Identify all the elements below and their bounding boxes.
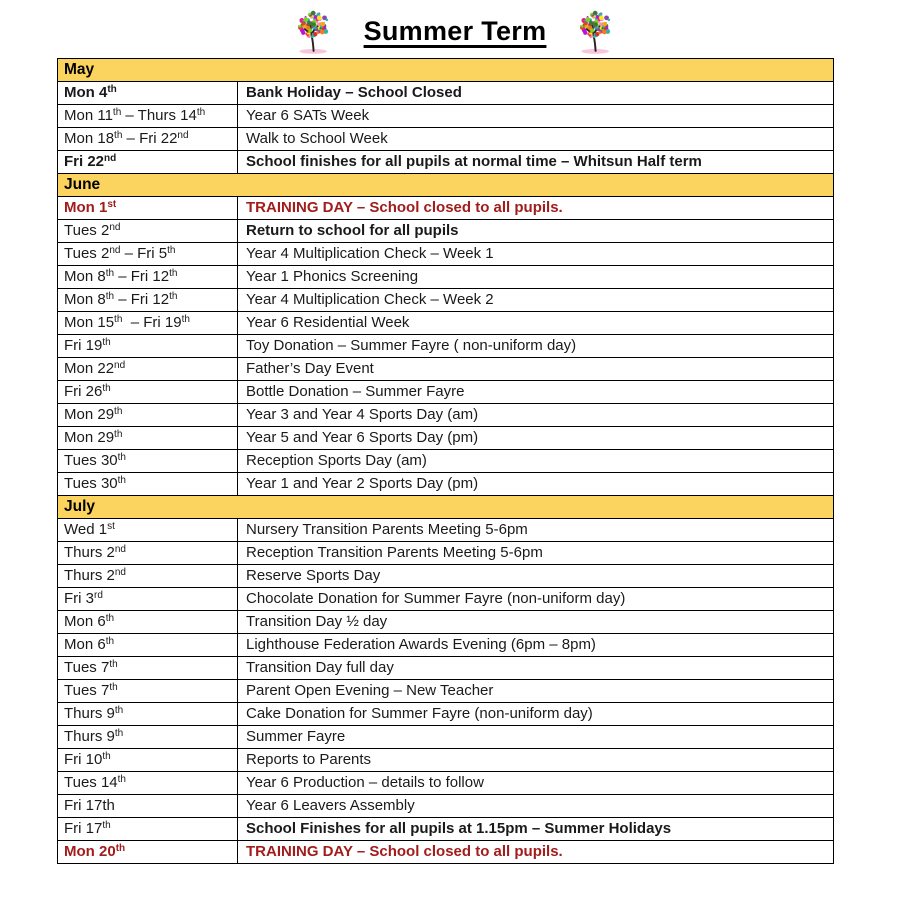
event-description: Walk to School Week: [238, 128, 834, 151]
event-description: Year 4 Multiplication Check – Week 1: [238, 243, 834, 266]
confetti-tree-icon: [288, 8, 340, 55]
event-date: Thurs 9th: [58, 726, 238, 749]
event-date: Fri 22nd: [58, 151, 238, 174]
term-calendar-table: [57, 58, 834, 864]
event-row: [58, 381, 834, 404]
event-date: Mon 18th – Fri 22nd: [58, 128, 238, 151]
event-row: [58, 680, 834, 703]
event-date: Mon 29th: [58, 427, 238, 450]
event-row: [58, 749, 834, 772]
event-date: Mon 4th: [58, 82, 238, 105]
event-description: Lighthouse Federation Awards Evening (6pm – 8pm): [238, 634, 834, 657]
event-description: Year 6 Leavers Assembly: [238, 795, 834, 818]
month-header-row: [58, 496, 834, 519]
month-label: July: [58, 496, 834, 519]
event-date: Fri 26th: [58, 381, 238, 404]
event-date: Mon 11th – Thurs 14th: [58, 105, 238, 128]
event-description: Year 6 Residential Week: [238, 312, 834, 335]
event-date: Mon 20th: [58, 841, 238, 864]
event-row: [58, 266, 834, 289]
event-date: Tues 2nd – Fri 5th: [58, 243, 238, 266]
confetti-tree-icon: [570, 8, 622, 55]
event-date: Mon 15th – Fri 19th: [58, 312, 238, 335]
event-description: Year 3 and Year 4 Sports Day (am): [238, 404, 834, 427]
event-description: Chocolate Donation for Summer Fayre (non-uniform day): [238, 588, 834, 611]
event-row: [58, 542, 834, 565]
event-row: [58, 818, 834, 841]
event-row: [58, 427, 834, 450]
event-description: Year 6 SATs Week: [238, 105, 834, 128]
event-description: Transition Day ½ day: [238, 611, 834, 634]
event-date: Tues 14th: [58, 772, 238, 795]
event-description: Bottle Donation – Summer Fayre: [238, 381, 834, 404]
event-date: Fri 17th: [58, 818, 238, 841]
event-description: Year 6 Production – details to follow: [238, 772, 834, 795]
event-row: [58, 841, 834, 864]
event-description: Transition Day full day: [238, 657, 834, 680]
event-description: Parent Open Evening – New Teacher: [238, 680, 834, 703]
event-row: [58, 519, 834, 542]
event-row: [58, 105, 834, 128]
page-header: [0, 0, 910, 58]
event-date: Thurs 9th: [58, 703, 238, 726]
event-date: Mon 29th: [58, 404, 238, 427]
event-row: [58, 243, 834, 266]
event-row: [58, 128, 834, 151]
event-row: [58, 772, 834, 795]
event-row: [58, 473, 834, 496]
event-date: Tues 30th: [58, 473, 238, 496]
event-row: [58, 703, 834, 726]
page-title: Summer Term: [363, 16, 547, 46]
event-row: [58, 657, 834, 680]
event-row: [58, 82, 834, 105]
event-description: Reports to Parents: [238, 749, 834, 772]
event-date: Wed 1st: [58, 519, 238, 542]
event-row: [58, 220, 834, 243]
event-date: Thurs 2nd: [58, 565, 238, 588]
event-row: [58, 358, 834, 381]
event-description: Year 1 Phonics Screening: [238, 266, 834, 289]
event-date: Tues 7th: [58, 680, 238, 703]
event-description: Year 5 and Year 6 Sports Day (pm): [238, 427, 834, 450]
event-description: School finishes for all pupils at normal time – Whitsun Half term: [238, 151, 834, 174]
event-row: [58, 151, 834, 174]
event-description: Bank Holiday – School Closed: [238, 82, 834, 105]
event-row: [58, 565, 834, 588]
month-label: May: [58, 59, 834, 82]
event-date: Mon 6th: [58, 634, 238, 657]
event-date: Fri 17th: [58, 795, 238, 818]
event-row: [58, 450, 834, 473]
event-date: Mon 6th: [58, 611, 238, 634]
event-description: Year 4 Multiplication Check – Week 2: [238, 289, 834, 312]
event-date: Tues 2nd: [58, 220, 238, 243]
event-description: Reception Transition Parents Meeting 5-6pm: [238, 542, 834, 565]
event-description: Reserve Sports Day: [238, 565, 834, 588]
event-row: [58, 726, 834, 749]
event-row: [58, 312, 834, 335]
event-description: TRAINING DAY – School closed to all pupils.: [238, 841, 834, 864]
event-row: [58, 588, 834, 611]
event-date: Mon 1st: [58, 197, 238, 220]
event-row: [58, 634, 834, 657]
event-description: School Finishes for all pupils at 1.15pm – Summer Holidays: [238, 818, 834, 841]
event-date: Thurs 2nd: [58, 542, 238, 565]
event-date: Mon 8th – Fri 12th: [58, 289, 238, 312]
month-header-row: [58, 59, 834, 82]
month-header-row: [58, 174, 834, 197]
event-row: [58, 197, 834, 220]
event-row: [58, 795, 834, 818]
event-row: [58, 335, 834, 358]
month-label: June: [58, 174, 834, 197]
event-date: Mon 22nd: [58, 358, 238, 381]
event-description: Summer Fayre: [238, 726, 834, 749]
event-row: [58, 404, 834, 427]
event-description: TRAINING DAY – School closed to all pupils.: [238, 197, 834, 220]
event-date: Tues 7th: [58, 657, 238, 680]
event-date: Fri 19th: [58, 335, 238, 358]
event-row: [58, 289, 834, 312]
event-description: Year 1 and Year 2 Sports Day (pm): [238, 473, 834, 496]
event-description: Cake Donation for Summer Fayre (non-uniform day): [238, 703, 834, 726]
event-date: Fri 10th: [58, 749, 238, 772]
event-description: Nursery Transition Parents Meeting 5-6pm: [238, 519, 834, 542]
event-row: [58, 611, 834, 634]
event-date: Tues 30th: [58, 450, 238, 473]
event-description: Toy Donation – Summer Fayre ( non-uniform day): [238, 335, 834, 358]
event-description: Return to school for all pupils: [238, 220, 834, 243]
event-date: Fri 3rd: [58, 588, 238, 611]
event-description: Reception Sports Day (am): [238, 450, 834, 473]
event-description: Father’s Day Event: [238, 358, 834, 381]
event-date: Mon 8th – Fri 12th: [58, 266, 238, 289]
